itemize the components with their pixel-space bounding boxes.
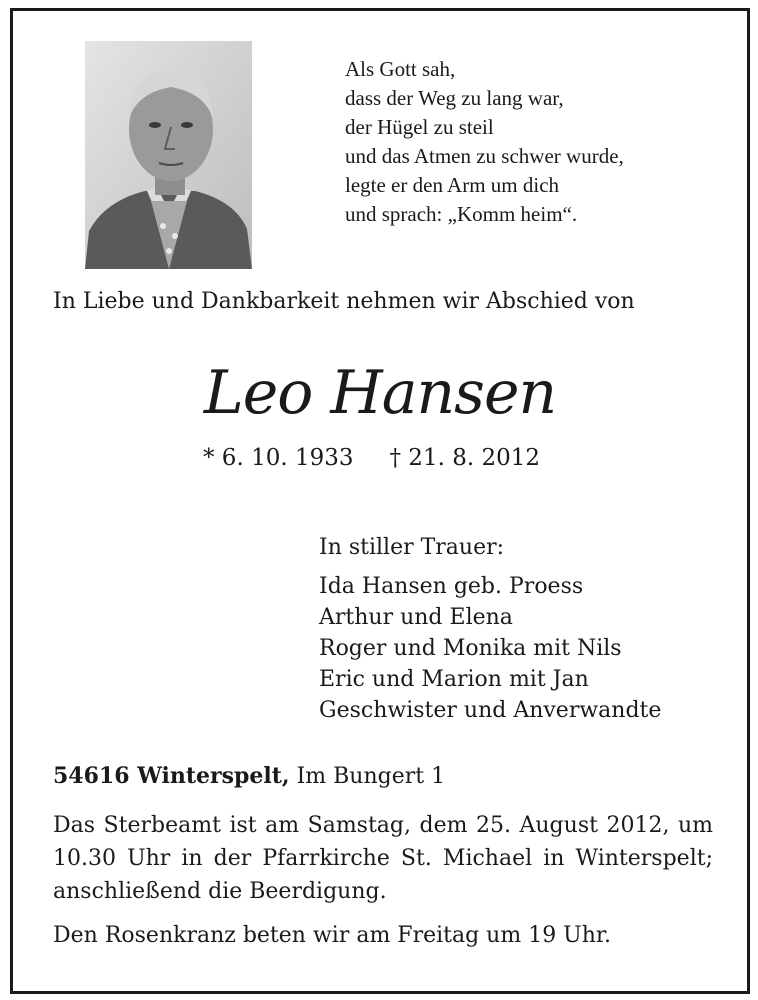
poem-line: dass der Weg zu lang war, — [345, 86, 564, 110]
address-street: Im Bungert 1 — [296, 764, 446, 789]
poem-line: und das Atmen zu schwer wurde, — [345, 144, 624, 168]
portrait-photo — [85, 41, 252, 269]
death-date: † 21. 8. 2012 — [389, 445, 540, 471]
poem-line: der Hügel zu steil — [345, 115, 494, 139]
address — [53, 761, 445, 792]
mourner-name: Arthur und Elena — [319, 605, 513, 630]
poem — [345, 55, 735, 229]
poem-line: und sprach: „Komm heim“. — [345, 202, 578, 226]
mourners-list — [319, 571, 661, 726]
mourner-name: Roger und Monika mit Nils — [319, 636, 622, 661]
service-details: Das Sterbeamt ist am Samstag, dem 25. August 2012, um 10.30 Uhr in der Pfarrkirche St. Michael in Winterspelt; anschließend die Beerdigung. — [53, 813, 713, 904]
poem-line: Als Gott sah, — [345, 57, 456, 81]
farewell-intro: In Liebe und Dankbarkeit nehmen wir Abschied von — [53, 289, 635, 314]
rosary-details: Den Rosenkranz beten wir am Freitag um 19 Uhr. — [53, 923, 611, 948]
mourner-name: Ida Hansen geb. Proess — [319, 574, 584, 599]
mourning-heading: In stiller Trauer: — [319, 535, 505, 560]
mourner-name: Eric und Marion mit Jan — [319, 667, 589, 692]
life-dates — [203, 443, 540, 473]
deceased-name: Leo Hansen — [203, 358, 557, 428]
mourner-name: Geschwister und Anverwandte — [319, 698, 662, 723]
address-place: 54616 Winterspelt, — [53, 763, 290, 789]
obituary-notice — [10, 8, 750, 994]
poem-line: legte er den Arm um dich — [345, 173, 560, 197]
birth-date: * 6. 10. 1933 — [203, 445, 354, 471]
